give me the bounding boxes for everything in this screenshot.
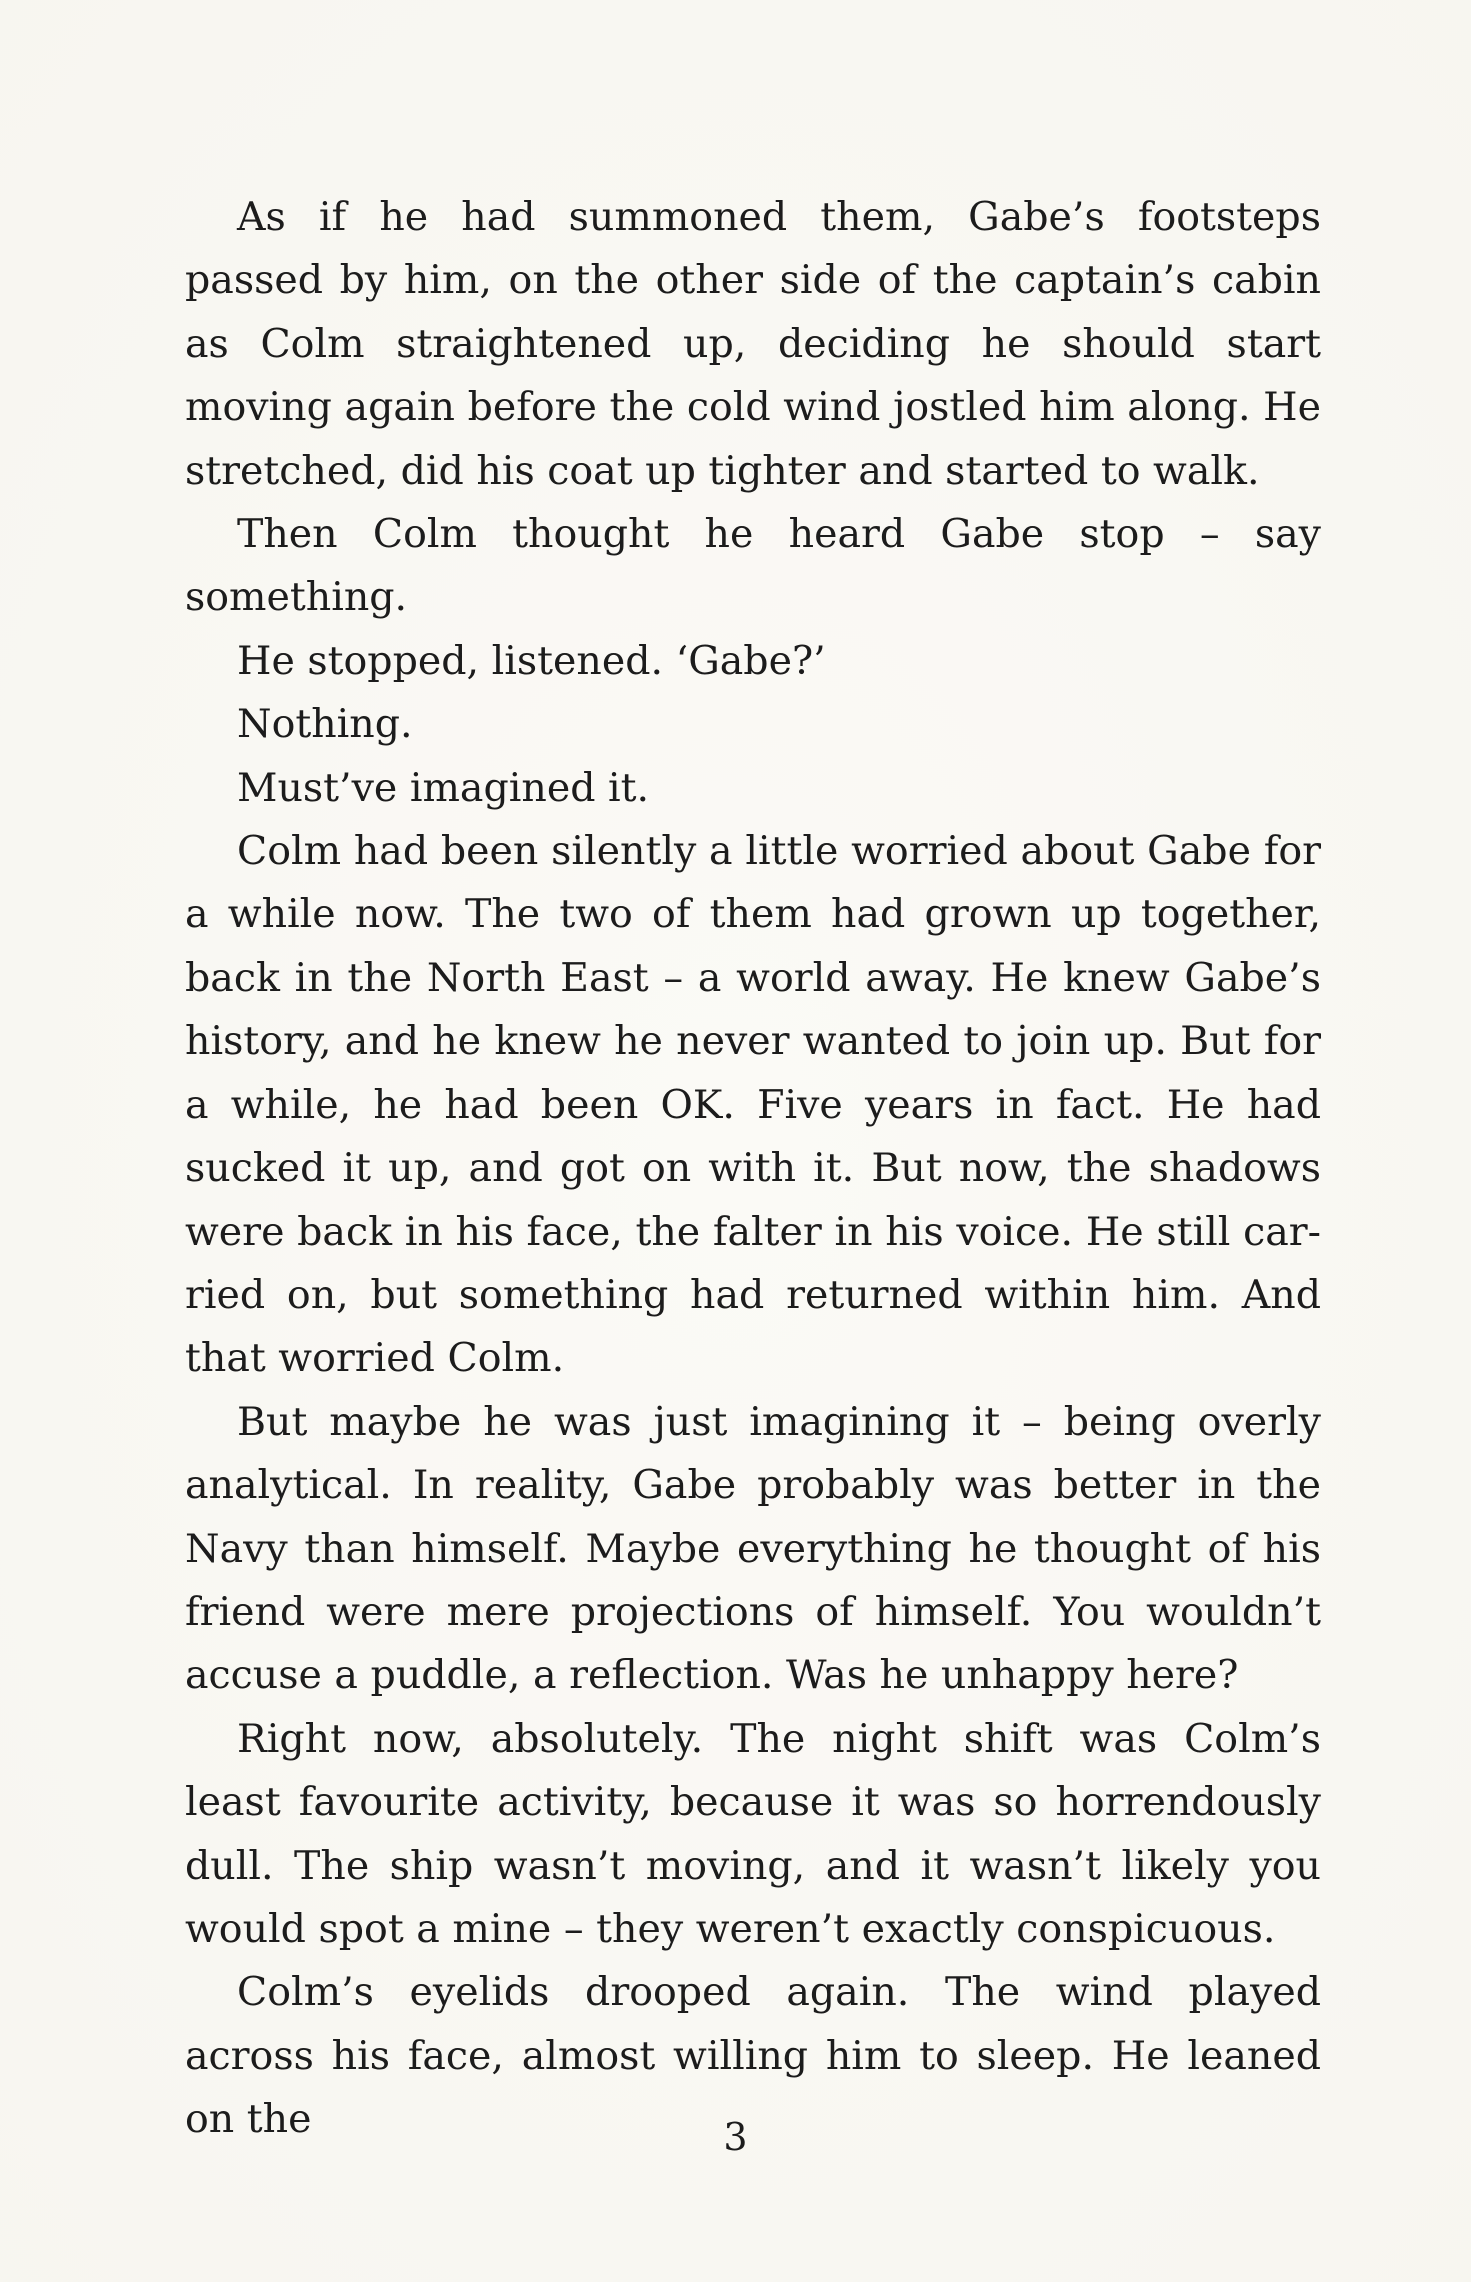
paragraph-2: Then Colm thought he heard Gabe stop – say something. [185, 511, 1321, 621]
body-text [185, 186, 1321, 2152]
paragraph-6: Colm had been silently a little worried about Gabe for a while now. The two of them had grown up together, back in the North East – a world away. He knew Gabe’s history, and he knew he never wanted to join up. But for a while, he had been OK. Five years in fact. He had sucked it up, and got on with it. But now, the shadows were back in his face, the falter in his voice. He still carried on, but something had returned within him. And that worried Colm. [185, 828, 1321, 1382]
paragraph-4: Nothing. [237, 701, 413, 748]
page-number: 3 [723, 2115, 748, 2159]
paragraph-1: As if he had summoned them, Gabe’s footsteps passed by him, on the other side of the captain’s cabin as Colm straightened up, deciding he should start moving again before the cold wind jostled him along. He stretched, did his coat up tighter and started to walk. [185, 194, 1321, 494]
paragraph-8: Right now, absolutely. The night shift was Colm’s least favourite activity, because it was so horrendously dull. The ship wasn’t moving, and it wasn’t likely you would spot a mine – they weren’t exactly conspicuous. [185, 1715, 1321, 1952]
paragraph-5: Must’ve imagined it. [237, 764, 650, 811]
paragraph-9: Colm’s eyelids drooped again. The wind played across his face, almost willing him to sleep. He leaned on the [185, 1969, 1321, 2143]
paragraph-7: But maybe he was just imagining it – being overly analytical. In reality, Gabe probably was better in the Navy than himself. Maybe everything he thought of his friend were mere projections of himself. You wouldn’t accuse a puddle, a reflection. Was he unhappy here? [185, 1398, 1321, 1699]
paragraph-3: He stopped, listened. ‘Gabe?’ [237, 637, 826, 684]
